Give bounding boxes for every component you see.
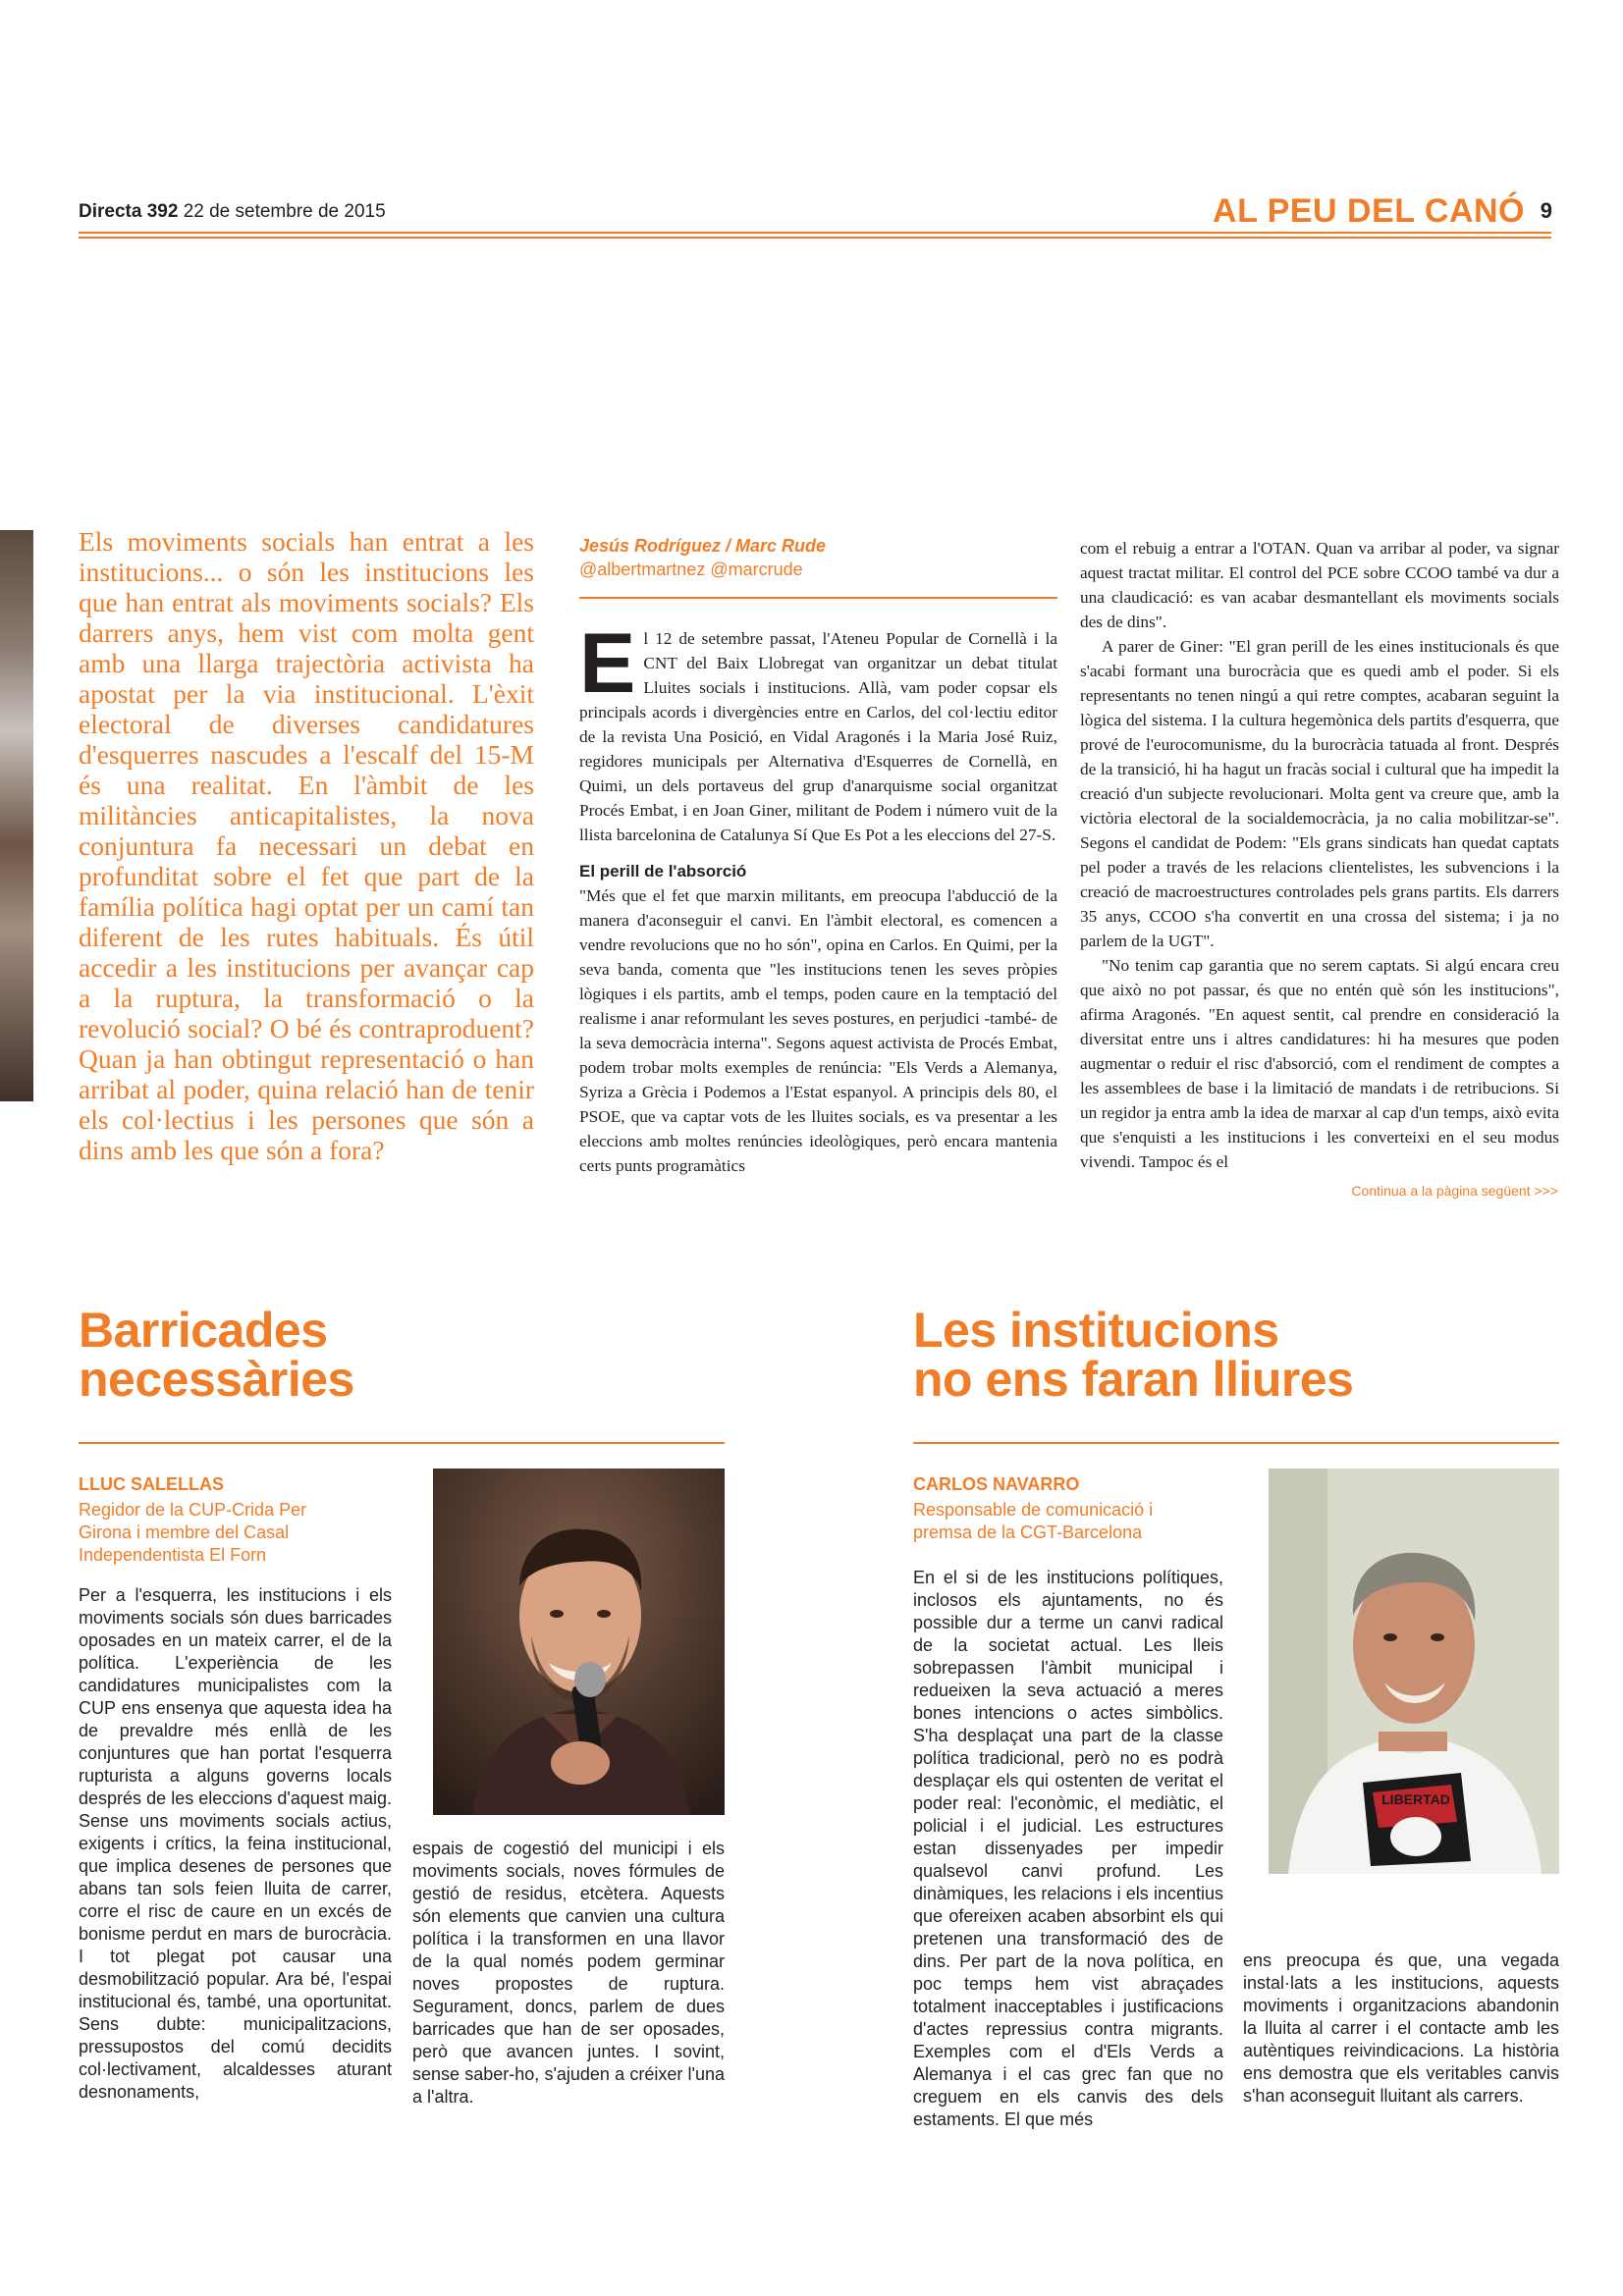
author-role-right: Responsable de comunicació i premsa de la CGT-Barcelona	[913, 1500, 1154, 1542]
intro-text: Els moviments socials han entrat a les institucions... o són les institucions les que han entrat als moviments socials? Els darrers anys, hem vist com molta gent amb una llarga trajectòria activista ha apostat per la via institucional. L'èxit electoral de diverses candidatures d'esquerres nascudes a l'escalf del 15-M és una realitat. En l'àmbit de les militàncies anticapitalistes, la nova conjuntura fa necessari un debat en profunditat sobre el fet que part de la família política hagi optat per un camí tan diferent de les rutes habituals. És útil accedir a les institucions per avançar cap a la ruptura, la transformació o la revolució social? O bé és contraproduent? Quan ja han obtingut representació o han arribat al poder, quina relació han de tenir els col·lectius i les persones que són a dins amb les que són a fora?	[79, 526, 534, 1165]
article-column-1	[579, 616, 1057, 1178]
portrait-right-illustration	[1269, 1468, 1559, 1874]
tshirt-text: LIBERTAD	[1381, 1791, 1450, 1807]
issue-info	[79, 201, 386, 223]
opinion-left-paragraph-2: espais de cogestió del municipi i els moviments socials, noves fórmules de gestió de residus, etcètera. Aquests són elements que canvien una cultura política i la transformen en una llavor de la qual només podem germinar noves propostes de ruptura. Segurament, doncs, parlem de dues barricades que han de ser oposades, però que avancen juntes. I sovint, sense saber-ho, s'ajuden a créixer l'una a l'altra.	[412, 1839, 725, 2107]
article-paragraph-5: "No tenim cap garantia que no serem captats. Si algú encara creu que això no pot passar, és que no entén què són les institucions", afirma Aragonés. "En aquest sentit, cal prendre en consideració la diversitat entre uns i altres candidatures: hi ha mesures que poden augmentar o reduir el risc d'absorció, com el rendiment de comptes a les assemblees de base i la limitació de mandats i de retribucions. Si un regidor ja entra amb la idea de marxar al cap d'un temps, això evita que s'enquisti a les institucions i les converteixi en el seu modus vivendi. Tampoc és el	[1080, 956, 1559, 1171]
author-photo-right	[1269, 1468, 1559, 1874]
headline-left	[79, 1303, 668, 1407]
headline-left-line-1: Barricades	[79, 1303, 328, 1358]
issue-date: 22 de setembre de 2015	[183, 201, 386, 222]
headline-left-line-2: necessàries	[79, 1352, 354, 1407]
left-opinion-rule	[79, 1442, 725, 1444]
headline-right-line-1: Les institucions	[913, 1303, 1279, 1358]
opinion-right-text-2	[1243, 1949, 1559, 2108]
author-role-left: Regidor de la CUP-Crida Per Girona i membre del Casal Independentista El Forn	[79, 1500, 307, 1565]
opinion-right-paragraph-1: En el si de les institucions polítiques, inclosos els ajuntaments, no és possible dur a terme un canvi radical de la societat actual. Les lleis sobrepassen l'àmbit municipal i redueixen la seva actuació a meres bones intencions o actes simbòlics. S'ha desplaçat una part de la classe política tradicional, però no es podrà desplaçar els qui ostenten de veritat el poder real: l'econòmic, el mediàtic, el policial i el judicial. Les estructures estan dissenyades per impedir qualsevol canvi profund. Les dinàmiques, les relacions i els incentius que ofereixen acaben absorbint els qui pretenen una transformació des de dins. Per part de la nova política, en poc temps hem vist abraçades totalment inacceptables i justificacions d'actes repressius contra migrants. Exemples com el d'Els Verds a Alemanya i el cas grec fan que no creguem en els canvis des dels estaments. El que més	[913, 1568, 1223, 2129]
article-paragraph	[579, 616, 1057, 847]
right-opinion-rule	[913, 1442, 1559, 1444]
author-photo-left	[433, 1468, 725, 1815]
article-handles: @albertmartnez @marcrude	[579, 560, 803, 579]
issue-label: Directa 392	[79, 201, 179, 222]
header-rule-bottom	[79, 237, 1551, 239]
article-authors: Jesús Rodríguez / Marc Rude	[579, 536, 827, 556]
section-title: AL PEU DEL CANÓ	[1213, 192, 1525, 230]
continues-link[interactable]: Continua a la pàgina següent >>>	[1351, 1183, 1558, 1199]
author-name-right: CARLOS NAVARRO	[913, 1474, 1080, 1494]
opinion-left-text-2	[412, 1838, 725, 2109]
article-paragraph-2: "Més que el fet que marxin militants, em preocupa l'abducció de la manera d'aconseguir el canvi. En l'àmbit electoral, es comencen a vendre revolucions que no ho són", opina en Carlos. En Quimi, per la seva banda, comenta que "les institucions tenen les seves pròpies lògiques i els partits, amb el temps, poden caure en la temptació del realisme i anar reformulant les seves postures, en perjudici -també- de la seva democràcia interna". Segons aquest activista de Procés Embat, podem trobar molts exemples de renúncia: "Els Verds a Alemanya, Syriza a Grècia i Podemos a l'Estat espanyol. A principis dels 80, el PSOE, que va captar vots de les lluites socials, es va presentar a les eleccions amb moltes renúncies ideològiques, però encara mantenia certs punts programàtics	[579, 886, 1057, 1175]
cropped-photo-edge	[0, 530, 33, 1101]
header-rule-top	[79, 232, 1551, 234]
page-number: 9	[1540, 198, 1552, 223]
opinion-right-text-1	[913, 1567, 1223, 2131]
opinion-left-paragraph-1: Per a l'esquerra, les institucions i els moviments socials són dues barricades oposades en un mateix carrer, el de la política. L'experiència de les candidatures municipalistes com la CUP ens ensenya que aquesta idea ha de prevaldre més enllà de les conjuntures que han portat l'esquerra rupturista a alguns governs locals després de les eleccions d'aquest maig. Sense uns moviments socials actius, exigents i crítics, la feina institucional, que implica desenes de persones que abans tan sols feien lluita de carrer, corre el risc de caure en un excés de bonisme perdut en mars de burocràcia. I tot plegat pot causar una desmobilització popular. Ara bé, l'espai institucional és, també, una oportunitat. Sens dubte: municipalitzacions, pressupostos del comú decidits col·lectivament, alcaldesses aturant desnonaments,	[79, 1585, 392, 2102]
portrait-left-illustration	[433, 1468, 725, 1815]
author-name-left: LLUC SALELLAS	[79, 1474, 224, 1494]
article-subheading: El perill de l'absorció	[579, 862, 747, 881]
headline-right	[913, 1303, 1542, 1407]
article-paragraph-4: A parer de Giner: "El gran perill de les eines institucionals és que s'acabi formant una burocràcia que es quedi amb el poder. Si els representants no tenen ningú a qui retre comptes, acabaran seguint la lògica del sistema. I la cultura hegemònica dels partits d'esquerra, que prové de l'eurocomunisme, du la burocràcia tatuada al front. Després de la transició, hi ha hagut un fracàs social i cultural que ha impedit la creació d'un subjecte revolucionari. Molta gent va creure que, amb la victòria electoral de la socialdemocràcia, ja no calia mobilitzar-se". Segons el candidat de Podem: "Els grans sindicats han quedat captats pel poder a través de les relacions clientelistes, les subvencions i la creació de macroestructures controlades pels grans partits. Els darrers 35 anys, CCOO s'ha convertit en una crossa del sistema; i ja no parlem de la UGT".	[1080, 637, 1559, 950]
article-paragraph-3: com el rebuig a entrar a l'OTAN. Quan va arribar al poder, va signar aquest tractat militar. El control del PCE sobre CCOO també va dur a una claudicació: es van acabar desmantellant els moviments socials des de dins".	[1080, 539, 1559, 631]
article-column-2	[1080, 536, 1559, 1174]
byline-rule	[579, 597, 1057, 599]
headline-right-line-2: no ens faran lliures	[913, 1352, 1354, 1407]
drop-cap: E	[579, 616, 636, 711]
article-paragraph-1: l 12 de setembre passat, l'Ateneu Popular de Cornellà i la CNT del Baix Llobregat van organitzar un debat titulat Lluites socials i institucions. Allà, vam poder copsar els principals acords i divergències entre en Carlos, del col·lectiu editor de la revista Una Posició, en Vidal Aragonés i la Maria José Ruiz, regidores municipals per Alternativa d'Esquerres de Cornellà, en Quimi, un dels portaveus del grup d'anarquisme social organitzat Procés Embat, i en Joan Giner, militant de Podem i número vuit de la llista barcelonina de Catalunya Sí Que Es Pot a les eleccions del 27-S.	[579, 629, 1057, 844]
opinion-left-text-1	[79, 1584, 392, 2104]
opinion-right-paragraph-2: ens preocupa és que, una vegada instal·lats a les institucions, aquests moviments i organitzacions abandonin la lluita al carrer i el contacte amb les autèntiques reivindicacions. La història ens demostra que els veritables canvis s'han aconseguit lluitant als carrers.	[1243, 1950, 1559, 2106]
